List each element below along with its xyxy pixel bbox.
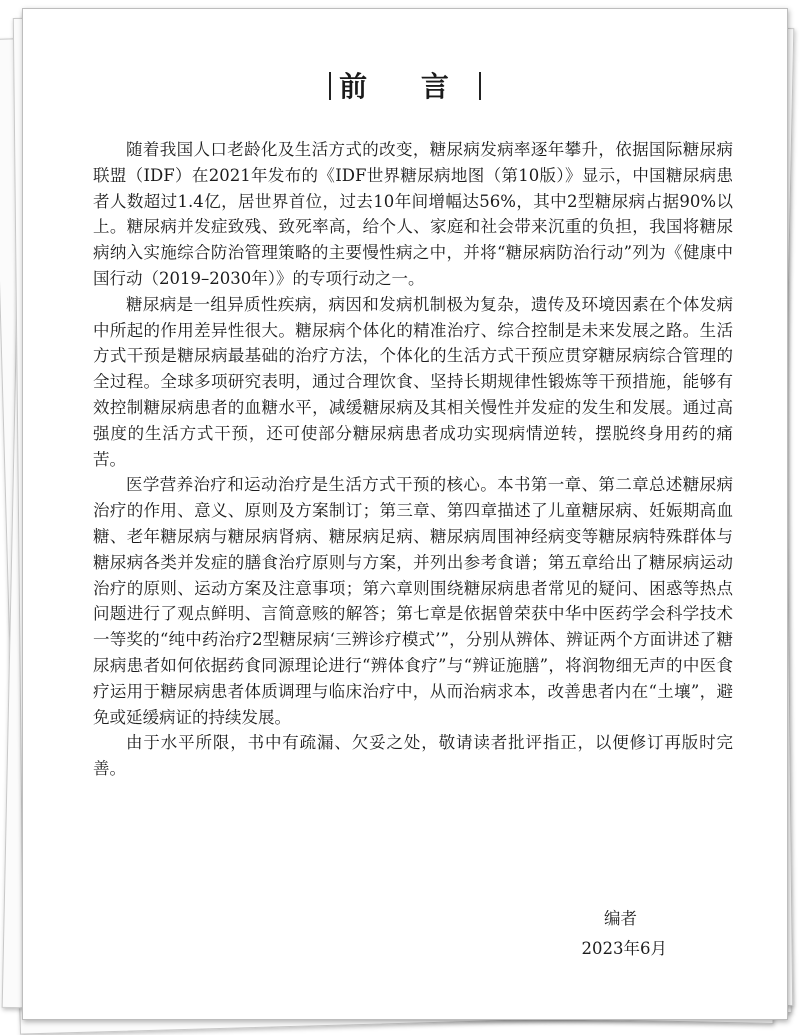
preface-body — [93, 137, 733, 782]
signature-author: 编者 — [604, 909, 637, 928]
paragraph: 糖尿病是一组异质性疾病，病因和发病机制极为复杂，遗传及环境因素在个体发病中所起的作用差异性很大。糖尿病个体化的精准治疗、综合控制是未来发展之路。生活方式干预是糖尿病最基础的治疗方法，个体化的生活方式干预应贯穿糖尿病综合管理的全过程。全球多项研究表明，通过合理饮食、坚持长期规律性锻炼等干预措施，能够有效控制糖尿病患者的血糖水平，减缓糖尿病及其相关慢性并发症的发生和发展。通过高强度的生活方式干预，还可使部分糖尿病患者成功实现病情逆转，摆脱终身用药的痛苦。 — [93, 294, 733, 469]
page-title — [23, 65, 787, 105]
title-text: 前 言 — [339, 70, 471, 103]
paragraph: 医学营养治疗和运动治疗是生活方式干预的核心。本书第一章、第二章总述糖尿病治疗的作用、意义、原则及方案制订；第三章、第四章描述了儿童糖尿病、妊娠期高血糖、老年糖尿病与糖尿病肾病、糖尿病足病、糖尿病周围神经病变等糖尿病特殊群体与糖尿病各类并发症的膳食治疗原则与方案，并列出参考食谱；第五章给出了糖尿病运动治疗的原则、运动方案及注意事项；第六章则围绕糖尿病患者常见的疑问、困惑等热点问题进行了观点鲜明、言简意赅的解答；第七章是依据曾荣获中华中医药学会科学技术一等奖的“纯中药治疗2型糖尿病‘三辨诊疗模式’”，分别从辨体、辨证两个方面讲述了糖尿病患者如何依据药食同源理论进行“辨体食疗”与“辨证施膳”，将润物细无声的中医食疗运用于糖尿病患者体质调理与临床治疗中，从而治病求本，改善患者内在“土壤”，避免或延缓病证的持续发展。 — [93, 475, 733, 727]
title-bar-right — [479, 72, 481, 100]
paragraph: 随着我国人口老龄化及生活方式的改变，糖尿病发病率逐年攀升，依据国际糖尿病联盟（IDF）在2021年发布的《IDF世界糖尿病地图（第10版）》显示，中国糖尿病患者人数超过1.4亿，居世界首位，过去10年间增幅达56%，其中2型糖尿病占据90%以上。糖尿病并发症致残、致死率高，给个人、家庭和社会带来沉重的负担，我国将糖尿病纳入实施综合防治管理策略的主要慢性病之中，并将“糖尿病防治行动”列为《健康中国行动（2019–2030年）》的专项行动之一。 — [93, 140, 733, 288]
paragraph: 由于水平所限，书中有疏漏、欠妥之处，敬请读者批评指正，以便修订再版时完善。 — [93, 733, 733, 779]
signature-date: 2023年6月 — [581, 939, 667, 958]
title-bar-left — [329, 72, 331, 100]
signature-block — [582, 904, 668, 964]
document-page — [22, 8, 788, 1020]
